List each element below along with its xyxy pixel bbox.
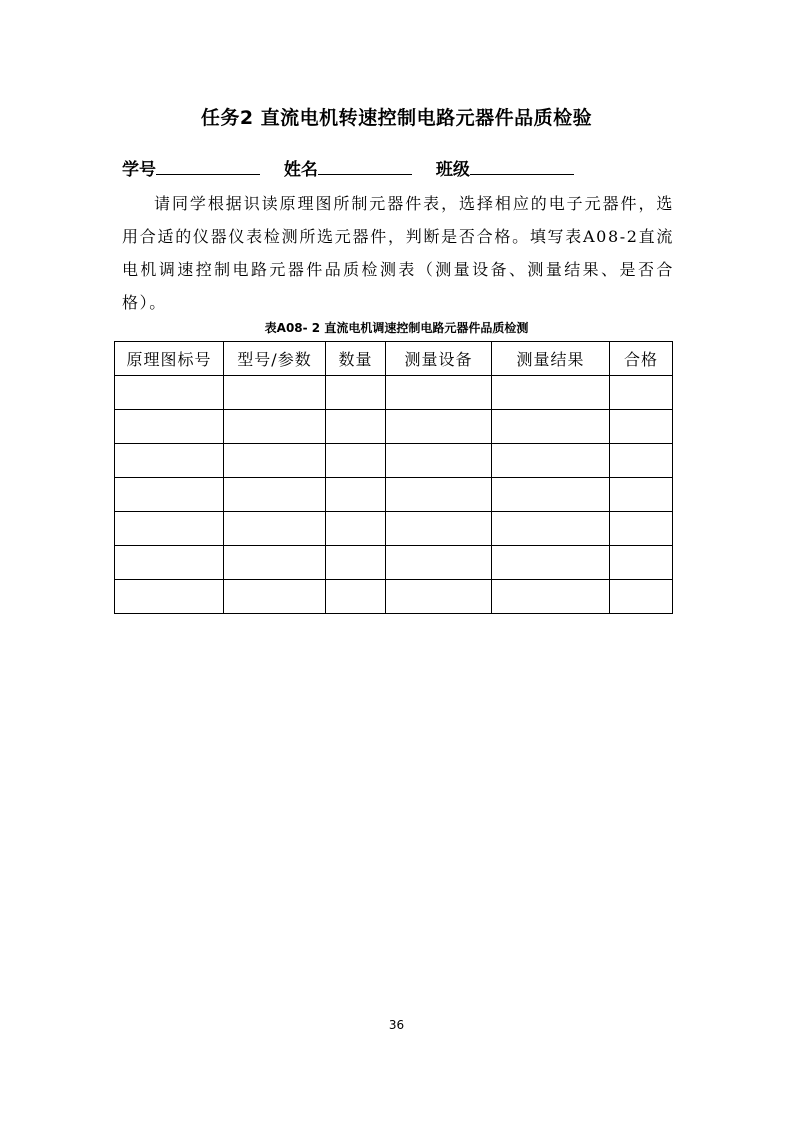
- table-cell[interactable]: [386, 478, 492, 512]
- table-cell[interactable]: [492, 410, 610, 444]
- table-cell[interactable]: [386, 376, 492, 410]
- table-cell[interactable]: [386, 580, 492, 614]
- table-cell[interactable]: [610, 410, 673, 444]
- table-cell[interactable]: [326, 478, 386, 512]
- table-row: [115, 376, 673, 410]
- table-cell[interactable]: [224, 410, 326, 444]
- table-cell[interactable]: [610, 376, 673, 410]
- table-cell[interactable]: [224, 444, 326, 478]
- instruction-paragraph: 请同学根据识读原理图所制元器件表，选择相应的电子元器件，选用合适的仪器仪表检测所选元器件，判断是否合格。填写表A08-2直流电机调速控制电路元器件品质检测表（测量设备、测量结果、是否合格）。: [122, 194, 674, 312]
- page-title: 任务2 直流电机转速控制电路元器件品质检验: [200, 107, 593, 129]
- table-cell[interactable]: [326, 512, 386, 546]
- table-cell[interactable]: [610, 512, 673, 546]
- table-cell[interactable]: [492, 376, 610, 410]
- student-id-blank[interactable]: [156, 160, 260, 175]
- table-cell[interactable]: [115, 580, 224, 614]
- header-measuring-device: 测量设备: [386, 342, 492, 376]
- table-cell[interactable]: [492, 580, 610, 614]
- table-row: [115, 546, 673, 580]
- name-label: 姓名: [283, 160, 318, 180]
- table-cell[interactable]: [610, 444, 673, 478]
- header-quantity: 数量: [326, 342, 386, 376]
- table-cell[interactable]: [492, 478, 610, 512]
- header-model-param: 型号/参数: [224, 342, 326, 376]
- table-cell[interactable]: [115, 478, 224, 512]
- name-blank[interactable]: [318, 160, 412, 175]
- table-cell[interactable]: [115, 512, 224, 546]
- class-blank[interactable]: [470, 160, 574, 175]
- table-row: [115, 478, 673, 512]
- table-cell[interactable]: [386, 444, 492, 478]
- table-cell[interactable]: [115, 410, 224, 444]
- header-schematic-label: 原理图标号: [115, 342, 224, 376]
- table-cell[interactable]: [386, 546, 492, 580]
- table-cell[interactable]: [224, 512, 326, 546]
- table-cell[interactable]: [610, 546, 673, 580]
- table-cell[interactable]: [326, 546, 386, 580]
- table-row: [115, 444, 673, 478]
- table-cell[interactable]: [224, 546, 326, 580]
- table-cell[interactable]: [492, 512, 610, 546]
- header-qualified: 合格: [610, 342, 673, 376]
- table-cell[interactable]: [492, 444, 610, 478]
- table-cell[interactable]: [326, 580, 386, 614]
- table-row: [115, 410, 673, 444]
- table-cell[interactable]: [224, 376, 326, 410]
- table-cell[interactable]: [115, 444, 224, 478]
- inspection-table: [114, 341, 673, 614]
- table-cell[interactable]: [610, 580, 673, 614]
- table-row: [115, 512, 673, 546]
- class-label: 班级: [435, 160, 470, 180]
- page-number: 36: [388, 1018, 405, 1032]
- table-caption: 表A08- 2 直流电机调速控制电路元器件品质检测: [264, 321, 529, 335]
- header-measurement-result: 测量结果: [492, 342, 610, 376]
- student-id-label: 学号: [122, 160, 156, 180]
- table-cell[interactable]: [326, 376, 386, 410]
- table-cell[interactable]: [386, 512, 492, 546]
- table-row: [115, 580, 673, 614]
- table-header-row: [115, 342, 673, 376]
- table-cell[interactable]: [492, 546, 610, 580]
- table-cell[interactable]: [610, 478, 673, 512]
- table-cell[interactable]: [386, 410, 492, 444]
- table-cell[interactable]: [115, 376, 224, 410]
- table-cell[interactable]: [326, 410, 386, 444]
- student-info-line: [122, 155, 574, 180]
- table-cell[interactable]: [224, 478, 326, 512]
- table-cell[interactable]: [115, 546, 224, 580]
- table-cell[interactable]: [326, 444, 386, 478]
- table-cell[interactable]: [224, 580, 326, 614]
